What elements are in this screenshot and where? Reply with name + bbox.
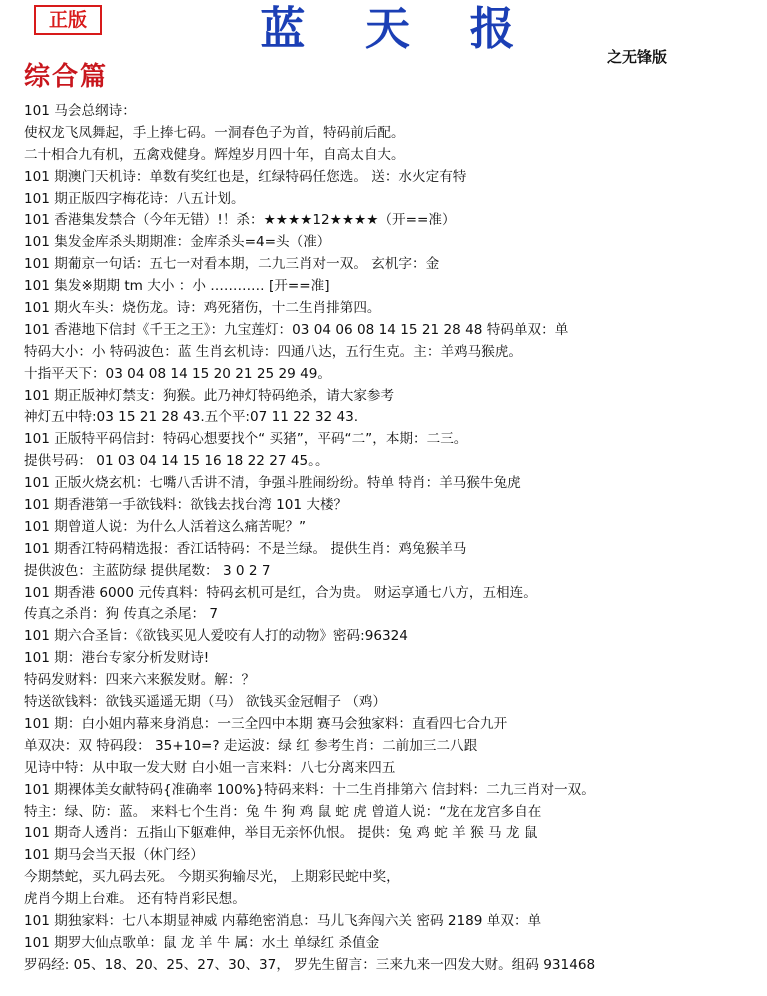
- text-line: 二十相合九有机，五禽戏健身。辉煌岁月四十年，自高太自大。: [24, 146, 405, 163]
- text-line: 101 期香港第一手欲钱料：欲钱去找台湾 101 大楼？: [24, 497, 348, 514]
- text-line: 传真之杀肖：狗 传真之杀尾： 7: [24, 606, 219, 623]
- text-line: 十指平天下：03 04 08 14 15 20 21 25 29 49。: [24, 365, 332, 382]
- text-line: 101 期正版四字梅花诗：八五计划。: [24, 190, 245, 207]
- text-line: 提供波色：主蓝防绿 提供尾数： 3 0 2 7: [24, 562, 271, 579]
- text-line: 特码发财料：四来六来猴发财。解：？: [24, 672, 256, 689]
- text-line: 101 期独家料：七八本期显神威 内幕绝密消息：马儿飞奔闯六关 密码 2189 单双：单: [24, 912, 542, 929]
- text-line: 101 期火车头：烧伤龙。诗：鸡死猪伤，十二生肖排第四。: [24, 300, 381, 317]
- article-body: [24, 101, 754, 977]
- text-line: 101 期香港 6000 元传真料：特码玄机可是红，合为贵。 财运享通七八方，五相连。: [24, 584, 537, 601]
- text-line: 见诗中特：从中取一发大财 白小姐一言来料：八七分离来四五: [24, 759, 396, 776]
- text-line: 101 期马会当天报（休门经）: [24, 847, 204, 864]
- text-line: 101 期正版神灯禁支：狗猴。此乃神灯特码绝杀，请大家参考: [24, 387, 395, 404]
- text-line: 101 期曾道人说：为什么人活着这么痛苦呢？”: [24, 518, 306, 535]
- text-line: 罗码经: 05、18、20、25、27、30、37， 罗先生留言：三来九来一四发大财。组码 931468: [24, 956, 596, 973]
- text-line: 提供号码： 01 03 04 14 15 16 18 22 27 45。。: [24, 453, 329, 470]
- text-line: 101 期葡京一句话：五七一对看本期，二九三肖对一双。 玄机字：金: [24, 256, 440, 273]
- text-line: 101 期：白小姐内幕来身消息：一三全四中本期 赛马会独家料：直看四七合九开: [24, 715, 508, 732]
- text-line: 101 香港地下信封《千王之王》：九宝莲灯：03 04 06 08 14 15 21 28 48 特码单双：单: [24, 321, 569, 338]
- text-line: 101 集发金库杀头期期准：金库杀头=4=头（准）: [24, 234, 331, 251]
- text-line: 使权龙飞凤舞起，手上捧七码。一洞春色子为首，特码前后配。: [24, 124, 405, 141]
- section-heading: 综合篇: [24, 62, 109, 92]
- text-line: 101 期六合圣旨：《欲钱买见人爱咬有人打的动物》密码:96324: [24, 628, 408, 645]
- newspaper-title: 蓝 天 报: [260, 2, 537, 55]
- text-line: 101 期：港台专家分析发财诗!: [24, 650, 210, 667]
- edition-label: 之无锋版: [607, 48, 668, 66]
- text-line: 101 集发※期期 tm 大小 ：小 ………… [开==准]: [24, 278, 330, 295]
- text-line: 今期禁蛇，买九码去死。 今期买狗输尽光， 上期彩民蛇中奖，: [24, 869, 400, 886]
- text-line: 神灯五中特:03 15 21 28 43.五个平:07 11 22 32 43.: [24, 409, 359, 426]
- text-line: 101 期罗大仙点歌单：鼠 龙 羊 牛 属：水土 单绿红 杀值金: [24, 934, 380, 951]
- text-line: 特送欲钱料：欲钱买遥遥无期（马） 欲钱买金冠帽子 （鸡）: [24, 694, 387, 711]
- text-line: 101 期奇人透肖：五指山下躯难伸，举目无亲怀仇恨。 提供：兔 鸡 蛇 羊 猴 马 龙 鼠: [24, 825, 538, 842]
- text-line: 101 期香江特码精选报：香江话特码：不是兰绿。 提供生肖：鸡兔猴羊马: [24, 540, 467, 557]
- text-line: 101 期裸体美女献特码{准确率 100%}特码来料：十二生肖排第六 信封料：二九三肖对一双。: [24, 781, 595, 798]
- text-line: 101 正版火烧玄机：七嘴八舌讲不清，争强斗胜闹纷纷。特单 特肖：羊马猴牛兔虎: [24, 475, 521, 492]
- text-line: 虎肖今期上台难。 还有特肖彩民想。: [24, 891, 246, 908]
- text-line: 特码大小：小 特码波色：蓝 生肖玄机诗：四通八达，五行生克。主：羊鸡马猴虎。: [24, 343, 523, 360]
- text-line: 101 香港集发禁合（今年无错）!！杀：★★★★12★★★★（开==准）: [24, 212, 456, 229]
- text-line: 101 正版特平码信封：特码心想要找个“ 买猪”，平码“二”，本期：二三。: [24, 431, 468, 448]
- genuine-edition-stamp: 正版: [34, 5, 102, 35]
- text-line: 单双决：双 特码段： 35+10=? 走运波：绿 红 参考生肖：二前加三二八跟: [24, 737, 478, 754]
- text-line: 101 期澳门天机诗：单数有奖红也是，红绿特码任您选。 送：水火定有特: [24, 168, 467, 185]
- text-line: 101 马会总纲诗：: [24, 103, 136, 119]
- text-line: 特主：绿、防：蓝。 来料七个生肖：兔 牛 狗 鸡 鼠 蛇 虎 曾道人说：“龙在龙宫多自在: [24, 803, 542, 820]
